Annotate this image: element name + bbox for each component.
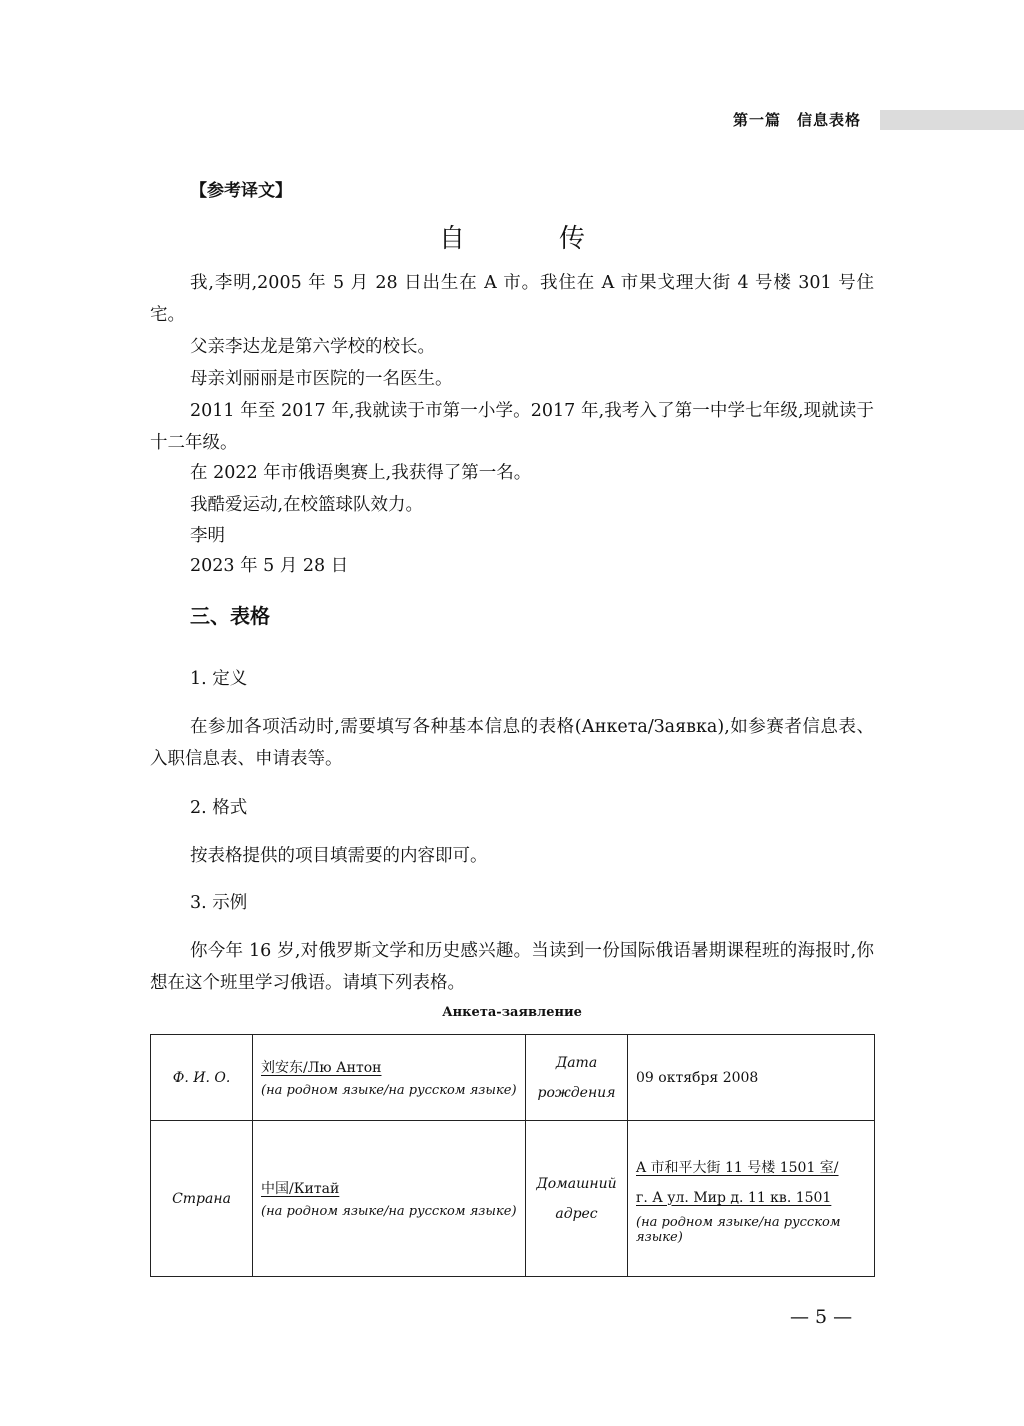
running-header — [720, 110, 1024, 130]
address-label-line-1: Домашний — [536, 1175, 617, 1192]
running-header-text: 第一篇 信息表格 — [733, 111, 862, 129]
example-text: 你今年 16 岁,对俄罗斯文学和历史感兴趣。当读到一份国际俄语暑期课程班的海报时,你想在这个班里学习俄语。请填下列表格。 — [150, 941, 874, 993]
bio-paragraph-1: 我,李明,2005 年 5 月 28 日出生在 A 市。我住在 A 市果戈理大街 4 号楼 301 号住宅。 — [150, 273, 874, 325]
bio-paragraph-3: 母亲刘丽丽是市医院的一名医生。 — [190, 369, 453, 389]
address-cell — [628, 1121, 875, 1277]
reference-translation-tag: 【参考译文】 — [190, 181, 292, 201]
name-value: 刘安东/Лю Антон — [261, 1060, 382, 1076]
address-hint: (на родном языке/на русском языке) — [636, 1214, 841, 1245]
name-label: Ф. И. О. — [151, 1035, 253, 1121]
bio-paragraph-2: 父亲李达龙是第六学校的校长。 — [190, 337, 435, 357]
name-hint: (на родном языке/на русском языке) — [261, 1083, 517, 1098]
running-header-bar — [880, 110, 1024, 130]
birthdate-label-line-1: Дата — [555, 1054, 598, 1071]
format-heading: 2. 格式 — [190, 798, 248, 818]
application-form-table — [150, 1034, 875, 1277]
bio-paragraph-6: 我酷爱运动,在校篮球队效力。 — [190, 495, 424, 515]
birthdate-value: 09 октября 2008 — [628, 1035, 875, 1121]
definition-heading: 1. 定义 — [190, 669, 248, 689]
country-hint: (на родном языке/на русском языке) — [261, 1204, 517, 1219]
bio-date: 2023 年 5 月 28 日 — [190, 556, 349, 576]
country-cell — [253, 1121, 526, 1277]
bio-paragraph-5: 在 2022 年市俄语奥赛上,我获得了第一名。 — [190, 463, 532, 483]
table-row — [151, 1035, 875, 1121]
format-text: 按表格提供的项目填需要的内容即可。 — [190, 846, 488, 866]
page-number: — 5 — — [790, 1306, 853, 1328]
country-label: Страна — [151, 1121, 253, 1277]
table-row — [151, 1121, 875, 1277]
table-caption: Анкета-заявление — [442, 1005, 582, 1020]
address-value-native: A 市和平大街 11 号楼 1501 室/ — [636, 1159, 839, 1176]
section-heading: 三、表格 — [190, 604, 270, 628]
name-cell — [253, 1035, 526, 1121]
example-heading: 3. 示例 — [190, 893, 248, 913]
birthdate-label — [526, 1035, 628, 1121]
birthdate-label-line-2: рождения — [537, 1084, 616, 1101]
bio-paragraph-4: 2011 年至 2017 年,我就读于市第一小学。2017 年,我考入了第一中学七年级,现就读于十二年级。 — [150, 401, 874, 453]
document-title: 自 传 — [438, 224, 619, 254]
address-value-russian: г. А ул. Мир д. 11 кв. 1501 — [636, 1189, 832, 1206]
address-label-line-2: адрес — [555, 1205, 598, 1222]
definition-text: 在参加各项活动时,需要填写各种基本信息的表格(Анкета/Заявка),如参赛者信息表、入职信息表、申请表等。 — [150, 717, 874, 769]
country-value: 中国/Китай — [261, 1181, 340, 1197]
address-label — [526, 1121, 628, 1277]
bio-signature: 李明 — [190, 526, 225, 546]
